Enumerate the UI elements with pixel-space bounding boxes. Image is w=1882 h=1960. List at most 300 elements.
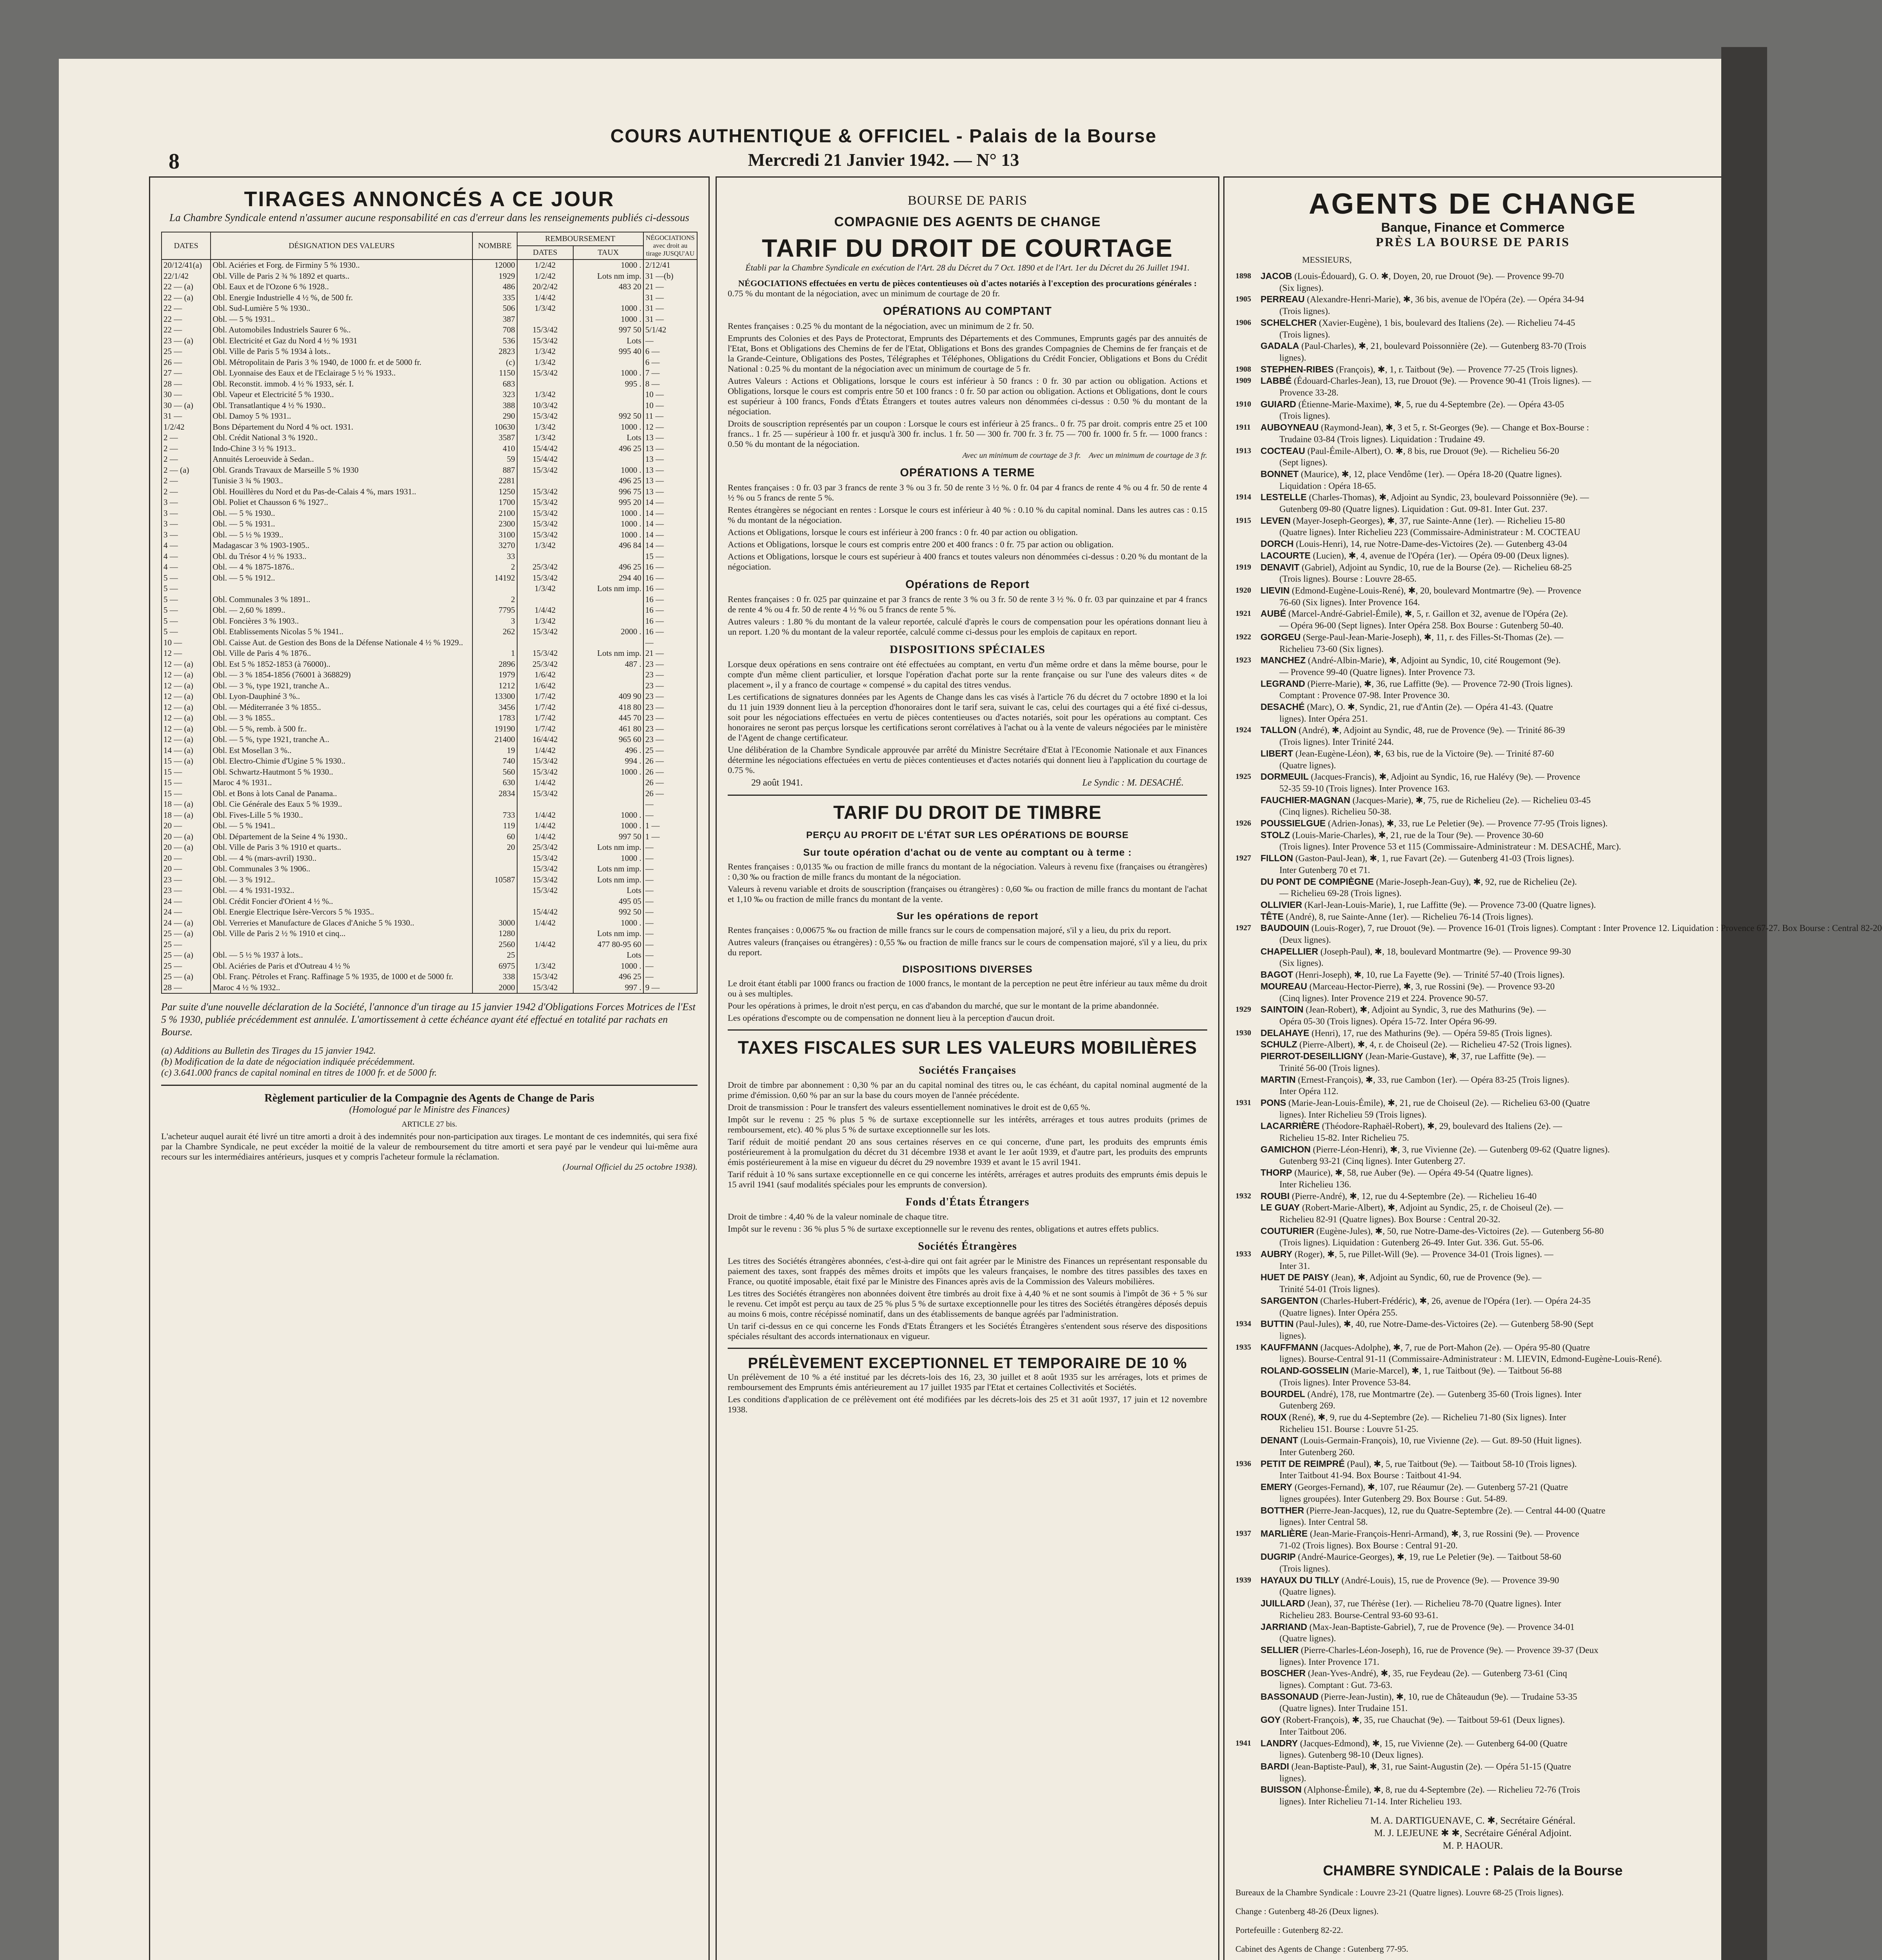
table-cell: 1150 (472, 368, 517, 379)
paragraph: Pour les opérations à primes, le droit n'est perçu, en cas d'abandon du marché, que sur le montant de la prime abandonnée. (728, 1001, 1159, 1011)
table-cell: 1/4/42 (517, 745, 573, 756)
table-cell: 23 — (a) (162, 336, 211, 347)
table-cell: 15 — (162, 788, 211, 799)
table-cell: 13 — (643, 432, 697, 443)
table-cell: 6 — (643, 346, 697, 357)
agent-entry (1261, 1097, 1710, 1109)
agent-year (1235, 795, 1261, 806)
agent-year: 1919 (1235, 563, 1251, 572)
article-source: (Journal Officiel du 25 octobre 1938). (562, 1162, 698, 1172)
table-cell: 33 (472, 551, 517, 562)
table-cell: 2 — (162, 432, 211, 443)
agent-entry (1261, 1575, 1710, 1586)
table-row (162, 594, 697, 605)
table-cell: 1/3/42 (517, 961, 573, 972)
table-cell: 461 80 (573, 724, 643, 735)
agent-name: DORCH (1261, 539, 1294, 549)
agent-entry (1261, 1027, 1710, 1039)
agent-entry (1261, 1167, 1710, 1179)
table-cell: 1/3/42 (517, 346, 573, 357)
list-item (1235, 1551, 1710, 1563)
table-cell: 12000 (472, 260, 517, 271)
table-cell: 2/12/41 (643, 260, 697, 271)
agent-name: EMERY (1261, 1482, 1292, 1492)
agent-year: 1911 (1235, 423, 1251, 432)
table-cell: 20 — (162, 820, 211, 831)
agent-year (1235, 1691, 1261, 1703)
note-a: (a) Additions au Bulletin des Tirages du 15 janvier 1942. (161, 1046, 376, 1056)
agent-name: ROUBI (1261, 1191, 1290, 1201)
list-item (1235, 853, 1710, 864)
agent-details-continued: Inter Richelieu 136. (1279, 1179, 1352, 1189)
table-cell: 15/3/42 (517, 497, 573, 508)
agent-details-continued: Gutenberg 93-21 (Cinq lignes). Inter Gutenberg 27. (1279, 1156, 1466, 1166)
table-cell: 22 — (162, 325, 211, 336)
table-cell: 496 25 (573, 443, 643, 454)
table-cell: 25 — (a) (162, 950, 211, 961)
table-cell (573, 605, 643, 616)
table-cell: 2 — (162, 486, 211, 497)
list-item (1235, 375, 1710, 387)
agent-details: (Marcel-André-Gabriel-Émile), ✱, 5, r. Gaillon et 32, avenue de l'Opéra (2e). (1286, 609, 1568, 619)
agent-name: LANDRY (1261, 1738, 1298, 1748)
list-item (1235, 399, 1710, 410)
table-cell: 31 — (643, 292, 697, 303)
agent-name: FAUCHIER-MAGNAN (1261, 795, 1350, 805)
agent-year (1235, 1644, 1261, 1656)
report-text (728, 594, 1207, 637)
table-cell: 1/3/42 (517, 303, 573, 314)
agent-name: GAMICHON (1261, 1144, 1311, 1154)
agent-year: 1930 (1235, 1028, 1251, 1037)
agent-entry (1261, 1191, 1710, 1202)
table-row (162, 346, 697, 357)
agent-details: (Jacques-Francis), ✱, Adjoint au Syndic, 16, rue Halévy (9e). — Provence (1308, 772, 1580, 782)
agent-entry (1261, 1074, 1710, 1086)
table-cell: 13 — (643, 454, 697, 465)
table-cell: 1000 . (573, 853, 643, 864)
agent-details-continued: (Trois lignes). (1279, 1564, 1330, 1574)
list-item (1235, 748, 1710, 760)
table-cell: 1/2/42 (517, 271, 573, 282)
agent-details: (Théodore-Raphaël-Robert), ✱, 29, boulevard des Italiens (2e). — (1319, 1121, 1562, 1131)
agent-name: LESTELLE (1261, 492, 1307, 503)
table-cell: Obl. Automobiles Industriels Saurer 6 %.. (211, 325, 472, 336)
agent-year: 1922 (1235, 632, 1251, 641)
agent-details: (Charles-Thomas), ✱, Adjoint au Syndic, 23, boulevard Poissonnière (9e). — (1306, 492, 1589, 503)
col-remboursement: REMBOURSEMENT (517, 232, 643, 246)
paragraph: Impôt sur le revenu : 25 % plus 5 % de surtaxe exceptionnelle sur les intérêts, arrérages et tous autres produits (primes de remboursement, etc). 40 % plus 5 % de surtaxe exceptionnelle sur les lots. (728, 1114, 1207, 1134)
messieurs-label: MESSIEURS, (1302, 255, 1352, 265)
list-item (1235, 829, 1710, 841)
agent-year (1235, 1505, 1261, 1517)
table-cell: Obl. Damoy 5 % 1931.. (211, 411, 472, 422)
agent-details: (Pierre-Charles-Léon-Joseph), 16, rue de Provence (9e). — Provence 39-37 (Deux (1299, 1645, 1599, 1655)
table-cell: Obl. Ville de Paris 4 % 1876.. (211, 648, 472, 659)
agent-details-continued: — Richelieu 69-28 (Trois lignes). (1279, 888, 1402, 898)
agent-entry (1261, 1318, 1710, 1330)
table-cell: 12 — (a) (162, 659, 211, 670)
table-cell: 25 — (162, 961, 211, 972)
agent-details-continued: (Cinq lignes). Richelieu 50-38. (1279, 807, 1392, 817)
table-cell: 1212 (472, 681, 517, 691)
agent-entry (1261, 1225, 1710, 1237)
table-cell (573, 681, 643, 691)
agent-details: (Maurice), ✱, 12, place Vendôme (1er). — Opéra 18-20 (Quatre lignes). (1299, 469, 1562, 479)
table-row (162, 971, 697, 982)
agent-details: (Jean-Baptiste-Paul), ✱, 31, rue Saint-Augustin (2e). — Opéra 51-15 (Quatre (1289, 1762, 1571, 1771)
table-cell: Obl. — 4 % 1875-1876.. (211, 562, 472, 573)
agent-entry (1261, 1691, 1710, 1703)
list-item (1235, 1074, 1710, 1086)
taxes-francaises-text (728, 1080, 1207, 1190)
agent-details-continued: Inter Opéra 112. (1279, 1086, 1339, 1096)
table-row (162, 767, 697, 778)
agent-name: GORGEU (1261, 632, 1301, 642)
agent-entry (1261, 1644, 1710, 1656)
table-cell: 14 — (643, 497, 697, 508)
table-cell: 15/3/42 (517, 626, 573, 637)
agent-entry (1261, 492, 1710, 503)
table-cell: Obl. Poliet et Chausson 6 % 1927.. (211, 497, 472, 508)
agent-entry (1261, 1458, 1710, 1470)
agent-details: (Jean-Robert), ✱, Adjoint au Syndic, 3, rue des Mathurins (9e). — (1303, 1005, 1546, 1015)
agent-details: (Joseph-Paul), ✱, 18, boulevard Montmartre (9e). — Provence 99-30 (1318, 946, 1571, 956)
agent-details-continued: (Quatre lignes). (1279, 1633, 1336, 1644)
table-cell: Obl. Lyonnaise des Eaux et de l'Eclairage 5 ½ % 1933.. (211, 368, 472, 379)
agent-name: LACARRIÈRE (1261, 1121, 1320, 1131)
table-row (162, 885, 697, 896)
agent-entry (1261, 771, 1710, 783)
agent-entry (1261, 922, 1882, 934)
table-cell (211, 583, 472, 594)
table-cell: 23 — (643, 734, 697, 745)
agent-name: ROLAND-GOSSELIN (1261, 1365, 1349, 1376)
list-item (1235, 445, 1710, 457)
agent-name: GOY (1261, 1715, 1281, 1725)
agent-details-continued: Liquidation : Opéra 18-65. (1279, 481, 1376, 491)
table-cell: 3 — (162, 497, 211, 508)
courtage-intro: NÉGOCIATIONS effectuées en vertu de pièces contentieuses où d'actes notariés à l'exception des procurations générales : (738, 278, 1197, 288)
agent-entry (1261, 585, 1710, 597)
table-cell: 294 40 (573, 573, 643, 584)
paragraph: Les opérations d'escompte ou de compensation ne donnent lieu à la perception d'aucun droit. (728, 1013, 1055, 1023)
table-cell: Madagascar 3 % 1903-1905.. (211, 540, 472, 551)
agent-entry (1261, 1412, 1710, 1423)
agent-details: (Paul-Charles), ✱, 21, boulevard Poissonnière (2e). — Gutenberg 83-70 (Trois (1299, 341, 1586, 351)
table-row (162, 443, 697, 454)
agent-name: DUGRIP (1261, 1552, 1296, 1562)
agent-details: (Pierre-Jean-Jacques), 12, rue du Quatre-Septembre (2e). — Central 44-00 (Quatre (1304, 1505, 1606, 1515)
agent-year (1235, 1761, 1261, 1773)
table-cell: 22 — (162, 314, 211, 325)
table-cell: 19190 (472, 724, 517, 735)
table-cell: 1/7/42 (517, 691, 573, 702)
table-cell: 2 — (162, 475, 211, 486)
agent-name: BOTTHER (1261, 1505, 1304, 1515)
agent-details-continued: Richelieu 82-91 (Quatre lignes). Box Bourse : Central 20-32. (1279, 1214, 1501, 1224)
table-cell: 5 — (162, 605, 211, 616)
table-cell: 31 — (162, 411, 211, 422)
table-cell: 1000 . (573, 530, 643, 541)
table-cell: 2823 (472, 346, 517, 357)
agent-year: 1936 (1235, 1459, 1251, 1468)
table-cell: Obl. Electricité et Gaz du Nord 4 ½ % 1931 (211, 336, 472, 347)
paragraph: Autres valeurs : 1.80 % du montant de la valeur reportée, calculé d'après le cours de compensation pour les opérations donnant lieu à un report. 1.20 % du montant de la valeur reportée, calculé comme ci-dessus pour les emplois de capitaux en report. (728, 617, 1207, 637)
table-cell: 1/3/42 (517, 540, 573, 551)
compagnie-label: COMPAGNIE DES AGENTS DE CHANGE (834, 214, 1101, 229)
agent-entry (1261, 1621, 1710, 1633)
table-cell: — (643, 637, 697, 648)
table-cell (472, 885, 517, 896)
table-cell (573, 616, 643, 627)
agent-year (1235, 946, 1261, 958)
agent-entry (1261, 1528, 1710, 1540)
agent-details-continued: (Quatre lignes). Inter Trudaine 151. (1279, 1703, 1408, 1713)
timbre-text-2 (728, 925, 1207, 958)
agent-year (1235, 468, 1261, 480)
table-cell: 5 — (162, 573, 211, 584)
list-item (1235, 818, 1710, 829)
table-cell: 22 — (a) (162, 292, 211, 303)
agent-details: (Eugène-Jules), ✱, 50, rue Notre-Dame-des-Victoires (2e). — Gutenberg 56-80 (1314, 1226, 1604, 1236)
table-cell: Obl. — 5 % 1941.. (211, 820, 472, 831)
agent-entry (1261, 678, 1710, 690)
agent-details-continued: (Trois lignes). Inter Provence 53-84. (1279, 1377, 1411, 1387)
list-item (1235, 632, 1710, 643)
table-row (162, 745, 697, 756)
agent-details-continued: Inter Gutenberg 70 et 71. (1279, 865, 1370, 875)
table-cell: 995 40 (573, 346, 643, 357)
list-item (1235, 701, 1710, 713)
table-cell: 15 — (162, 777, 211, 788)
table-cell: 1/7/42 (517, 702, 573, 713)
agent-entry (1261, 1295, 1710, 1307)
table-cell: 1/3/42 (517, 389, 573, 400)
agent-details-continued: (Trois lignes). (1279, 411, 1330, 421)
table-cell: Annuités Leroeuvide à Sedan.. (211, 454, 472, 465)
table-row (162, 788, 697, 799)
table-cell: 31 — (643, 303, 697, 314)
table-cell: 11 — (643, 411, 697, 422)
agent-name: LABBÉ (1261, 376, 1292, 386)
list-item (1235, 1027, 1710, 1039)
agent-details-continued: (Quatre lignes). (1279, 760, 1336, 770)
agent-year (1235, 1272, 1261, 1283)
agent-entry (1261, 375, 1710, 387)
table-cell: Obl. Communales 3 % 1906.. (211, 864, 472, 875)
agent-details: (Marie-Joseph-Jean-Guy), ✱, 92, rue de Richelieu (2e). (1373, 877, 1577, 887)
agent-year (1235, 1621, 1261, 1633)
table-cell: Lots nm imp. (573, 648, 643, 659)
table-cell: 323 (472, 389, 517, 400)
table-cell: 27 — (162, 368, 211, 379)
table-row (162, 702, 697, 713)
table-cell: Obl. — 3 % 1855.. (211, 713, 472, 724)
agent-details: (Paul), ✱, 5, rue Taitbout (9e). — Taitbout 58-10 (Trois lignes). (1344, 1459, 1577, 1469)
agent-name: BASSONAUD (1261, 1691, 1319, 1702)
agent-name: BARDI (1261, 1761, 1289, 1771)
agent-entry (1261, 515, 1710, 527)
agent-details: (Charles-Hubert-Frédéric), ✱, 26, avenue de l'Opéra (1er). — Opéra 24-35 (1318, 1296, 1591, 1306)
table-cell: 15/3/42 (517, 864, 573, 875)
table-cell: 1 — (643, 820, 697, 831)
agent-details: (Jean-Eugène-Léon), ✱, 63 bis, rue de la Victoire (9e). — Trinité 87-60 (1293, 748, 1554, 759)
table-cell: 15/3/42 (517, 756, 573, 767)
agent-details-continued: lignes). Bourse-Central 91-11 (Commissaire-Administrateur : M. LIEVIN, Edmond-Eugène-Louis-René). (1279, 1354, 1662, 1364)
table-cell: 1979 (472, 670, 517, 681)
paragraph: Lorsque deux opérations en sens contraire ont été effectuées au comptant, en vertu d'un même ordre et dans la même bourse, pour le compte d'un même client particulier, et lorsque l'opération d'achat porte sur la rente française ou sur l'une des valeurs dites « de placement », il y a franco de courtage « compensé » du capital des titres vendus. (728, 659, 1207, 690)
table-cell: 2281 (472, 475, 517, 486)
table-row (162, 336, 697, 347)
table-cell: 10 — (643, 400, 697, 411)
agent-details-continued: Inter 31. (1279, 1261, 1310, 1271)
table-cell: 418 80 (573, 702, 643, 713)
table-cell: 1/4/42 (517, 939, 573, 950)
table-cell: 335 (472, 292, 517, 303)
agent-name: TÊTE (1261, 911, 1284, 922)
list-item (1235, 1668, 1710, 1679)
agent-details: (André-Albin-Marie), ✱, Adjoint au Syndic, 10, cité Rougemont (9e). (1306, 655, 1561, 666)
list-item (1235, 538, 1710, 550)
table-cell: 22/1/42 (162, 271, 211, 282)
agent-entry (1261, 422, 1710, 434)
agent-entry (1261, 1784, 1710, 1796)
table-cell: 1000 . (573, 260, 643, 271)
table-cell: 3 — (162, 508, 211, 519)
signature-syndic: Le Syndic : M. DESACHÉ. (1082, 778, 1184, 788)
table-row (162, 325, 697, 336)
agent-year: 1923 (1235, 656, 1251, 665)
agent-details-continued: Opéra 05-30 (Trois lignes). Opéra 15-72. Inter Opéra 96-99. (1279, 1016, 1497, 1026)
agent-details: (Alexandre-Henri-Marie), ✱, 36 bis, avenue de l'Opéra (2e). — Opéra 34-94 (1304, 294, 1584, 305)
agent-name: SAINTOIN (1261, 1004, 1304, 1015)
agent-entry (1261, 899, 1710, 911)
list-item (1235, 492, 1710, 503)
paragraph: Emprunts des Colonies et des Pays de Protectorat, Emprunts des Départements et des Communes, Emprunts gagés par des annuités de l'Etat, Bons et Obligations des Chemins de fer de l'Etat, Obligations et Bons des grandes Compagnies de Chemins de fer français et de la Grande-Ceinture, Obligations des Postes, Télégraphes et Téléphones, Obligations du Crédit Foncier, Obligations et Bons du Crédit National : 0.25 % du montant de la négociation avec un minimum de courtage de 5 fr. (728, 333, 1207, 374)
table-cell: 1000 . (573, 422, 643, 433)
table-cell: 2560 (472, 939, 517, 950)
agent-details-continued: lignes). (1279, 1330, 1306, 1341)
table-cell: Obl. Métropolitain de Paris 3 % 1940, de 1000 fr. et de 5000 fr. (211, 357, 472, 368)
table-cell: 18 — (a) (162, 810, 211, 821)
agent-details: (Marie-Jean-Louis-Émile), ✱, 21, rue de Choiseul (2e). — Richelieu 63-00 (Quatre (1286, 1098, 1590, 1108)
paragraph: Les titres des Sociétés étrangères non abonnées doivent être timbrés au droit fixe à 4,40 % et ne sont soumis à l'impôt de 36 + 5 % sur le revenu. Cet impôt est perçu au taux de 25 % plus 5 % de surtaxe exceptionnelle pour les titres des Sociétés étrangères déposés depuis au moins 6 mois, contre récépissé nominatif, dans un des établissements de banque agréés par l'administration. (728, 1289, 1207, 1319)
list-item (1235, 1167, 1710, 1179)
agent-details: (Karl-Jean-Louis-Marie), 1, rue Laffitte (9e). — Provence 73-00 (Quatre lignes). (1302, 900, 1596, 910)
agent-name: BOURDEL (1261, 1388, 1305, 1399)
table-cell: 16 — (643, 616, 697, 627)
table-cell: 1/3/42 (517, 616, 573, 627)
table-cell: Maroc 4 % 1931.. (211, 777, 472, 788)
table-cell (517, 594, 573, 605)
agent-name: THORP (1261, 1167, 1292, 1178)
table-cell: 15/3/42 (517, 971, 573, 982)
table-cell: Obl. Electro-Chimie d'Ugine 5 % 1930.. (211, 756, 472, 767)
agent-details-continued: (Sept lignes). (1279, 457, 1328, 468)
table-cell: 15/3/42 (517, 325, 573, 336)
agent-year: 1914 (1235, 493, 1251, 502)
agent-name: BUTTIN (1261, 1319, 1294, 1329)
table-cell: Obl. Ville de Paris 3 % 1910 et quarts.. (211, 842, 472, 853)
agent-year (1235, 748, 1261, 760)
agent-name: JACOB (1261, 271, 1292, 281)
comptant-text (728, 321, 1207, 449)
agent-entry (1261, 294, 1710, 305)
agent-entry (1261, 550, 1710, 562)
agent-year (1235, 981, 1261, 993)
table-cell: 13300 (472, 691, 517, 702)
list-item (1235, 911, 1710, 923)
table-cell: 10587 (472, 875, 517, 886)
table-cell: 18 — (a) (162, 799, 211, 810)
table-cell: 1/7/42 (517, 724, 573, 735)
table-cell: 14 — (643, 519, 697, 530)
table-cell: 997 50 (573, 831, 643, 842)
table-cell: Obl. Caisse Aut. de Gestion des Bons de la Défense Nationale 4 ½ % 1929.. (211, 637, 472, 648)
agent-name: STOLZ (1261, 829, 1290, 840)
list-item (1235, 1004, 1710, 1016)
table-cell: 9 — (643, 982, 697, 994)
table-cell: 733 (472, 810, 517, 821)
paragraph: Autres Valeurs : Actions et Obligations, lorsque le cours est inférieur à 50 francs : 0 fr. 30 par action ou obligation. Actions et Obligations, lorsque le cours est compris entre 50 et 100 francs : 0 fr. 50 par action ou obligation. Actions et Obligations, dont le cours est supérieur à 100 francs, Fonds d'États Étrangers et toutes autres valeurs non dénommées ci-dessus : 0.50 % du montant de la négociation. (728, 376, 1207, 416)
list-item (1235, 1295, 1710, 1307)
table-row (162, 842, 697, 853)
table-row (162, 583, 697, 594)
agent-name: TALLON (1261, 725, 1297, 735)
agent-details: (Louis-Henri), 14, rue Notre-Dame-des-Victoires (2e). — Gutenberg 43-04 (1293, 539, 1567, 549)
table-cell: Obl. Communales 3 % 1891.. (211, 594, 472, 605)
table-row (162, 271, 697, 282)
agent-details: (Marc), O. ✱, Syndic, 21, rue d'Antin (2e). — Opéra 41-43. (Quatre (1304, 702, 1553, 712)
table-row (162, 810, 697, 821)
agent-details-continued: (Quatre lignes). Inter Opéra 255. (1279, 1307, 1398, 1318)
agent-details-continued: Provence 33-28. (1279, 388, 1339, 398)
agent-entry (1261, 1505, 1710, 1517)
agent-name: MARTIN (1261, 1074, 1296, 1085)
agent-details: (Jean-Marie-François-Henri-Armand), ✱, 3, rue Rossini (9e). — Provence (1308, 1528, 1579, 1539)
agent-year: 1924 (1235, 726, 1251, 735)
table-cell: 496 25 (573, 562, 643, 573)
agent-entry (1261, 317, 1710, 329)
table-cell: 740 (472, 756, 517, 767)
table-cell (573, 551, 643, 562)
agent-year: 1926 (1235, 819, 1251, 828)
agent-details-continued: (Trois lignes). Inter Provence 53 et 115 (Commissaire-Administrateur : M. DESACHÉ, Marc). (1279, 842, 1621, 852)
table-cell: 2100 (472, 508, 517, 519)
agent-details-continued: lignes). Gutenberg 98-10 (Deux lignes). (1279, 1750, 1424, 1760)
agent-details: (Alphonse-Émile), ✱, 8, rue du 4-Septembre (2e). — Richelieu 72-76 (Trois (1301, 1785, 1580, 1795)
agent-year (1235, 701, 1261, 713)
table-cell: 20 — (a) (162, 831, 211, 842)
signature-date: 29 août 1941. (751, 778, 803, 788)
table-cell: 1/3/42 (517, 422, 573, 433)
table-cell: 15/3/42 (517, 465, 573, 476)
agent-name: MARLIÈRE (1261, 1528, 1308, 1539)
list-item (1235, 1039, 1710, 1051)
table-cell: 14192 (472, 573, 517, 584)
agent-entry (1261, 1342, 1710, 1354)
agent-details: (Jacques-Edmond), ✱, 15, rue Vivienne (2e). — Gutenberg 64-00 (Quatre (1297, 1738, 1568, 1748)
agent-details: (Paul-Émile-Albert), O. ✱, 8 bis, rue Drouot (9e). — Richelieu 56-20 (1305, 446, 1559, 456)
agent-details-continued: Gutenberg 09-80 (Quatre lignes). Liquidation : Gut. 09-81. Inter Gut. 237. (1279, 504, 1548, 514)
table-cell: 15/3/42 (517, 573, 573, 584)
table-cell: 15/4/42 (517, 907, 573, 918)
agent-name: STEPHEN-RIBES (1261, 364, 1334, 374)
table-cell: 1/4/42 (517, 605, 573, 616)
table-cell: Lots nm imp. (573, 271, 643, 282)
list-item (1235, 724, 1710, 736)
